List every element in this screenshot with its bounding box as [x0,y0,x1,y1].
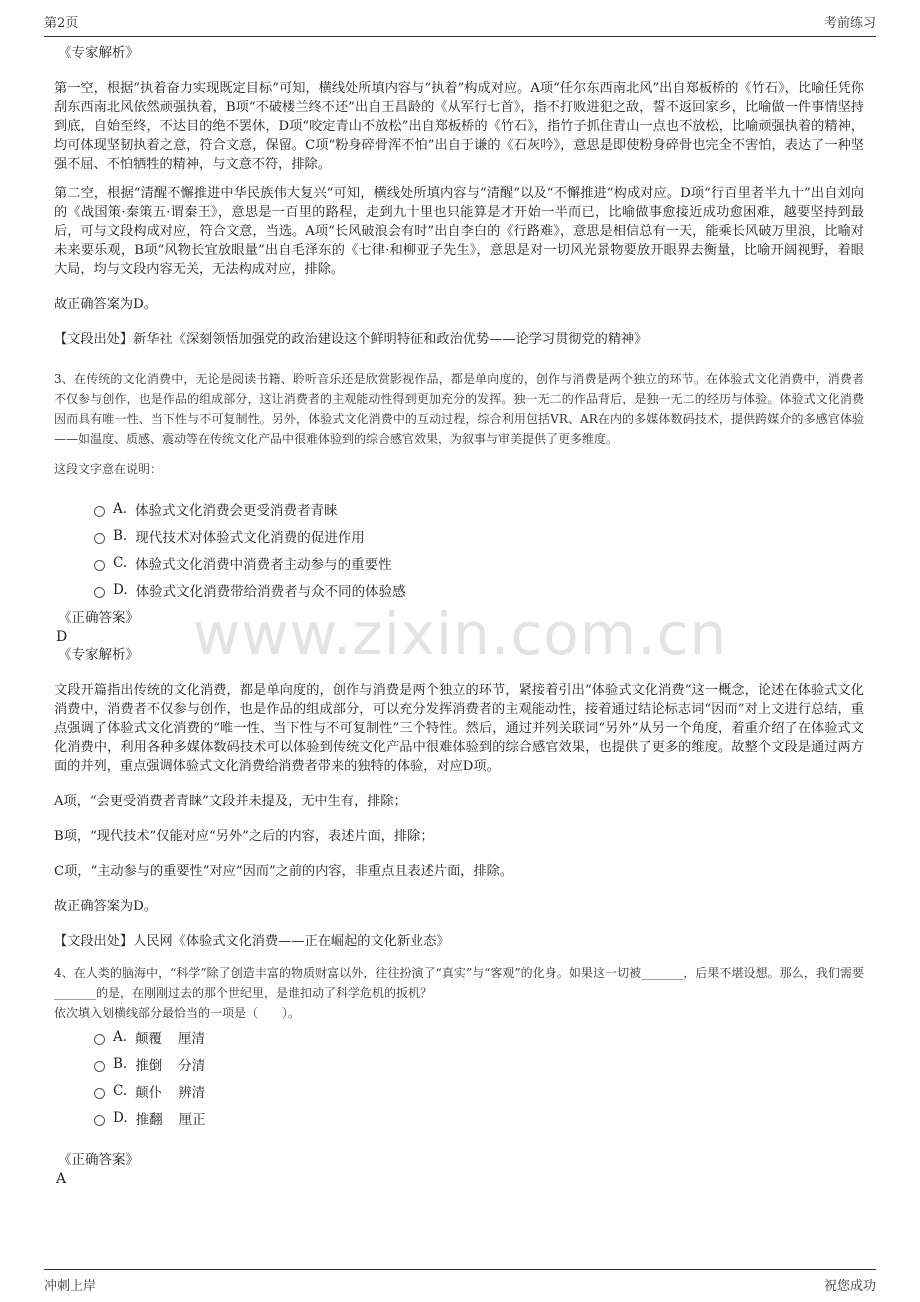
page-content [54,44,864,1188]
option-text: 体验式文化消费中消费者主动参与的重要性 [135,556,392,573]
question-4-prompt: 依次填入划横线部分最恰当的一项是（ ）。 [54,1006,301,1020]
option-d[interactable]: D. 推翻 厘正 [94,1104,864,1131]
option-b[interactable]: B. 推倒 分清 [94,1050,864,1077]
option-b[interactable]: B. 现代技术对体验式文化消费的促进作用 [94,522,864,549]
radio-icon[interactable] [94,1088,105,1099]
option-word-1: 颠仆 [135,1084,163,1101]
elimination-a: A项，“会更受消费者青睐”文段并未提及，无中生有，排除； [54,794,407,809]
analysis-conclusion: 故正确答案为D。 [54,297,157,312]
radio-icon[interactable] [94,560,105,571]
question-4-options [94,1023,864,1131]
radio-icon[interactable] [94,1115,105,1126]
passage-source: 【文段出处】新华社《深刻领悟加强党的政治建设这个鲜明特征和政治优势——论学习贯彻党的精神》 [54,332,648,347]
radio-icon[interactable] [94,587,105,598]
correct-answer: A [56,1171,67,1187]
option-a[interactable]: A. 颠覆 厘清 [94,1023,864,1050]
watermark: www.zixin.com.cn [192,600,728,668]
question-3-options [94,495,864,603]
correct-answer-label: 《正确答案》 [58,1152,139,1168]
question-4-stem: 4、在人类的脑海中，“科学”除了创造丰富的物质财富以外，往往扮演了“真实”与“客观”的化身。如果这一切被_______，后果不堪设想。那么，我们需要_______的是，在刚刚过去的那个世纪里，是谁扣动了科学危机的扳机？ [54,966,864,1000]
passage-source: 【文段出处】人民网《体验式文化消费——正在崛起的文化新业态》 [54,934,450,949]
option-c[interactable]: C. 体验式文化消费中消费者主动参与的重要性 [94,549,864,576]
page-number: 第2页 [44,16,79,31]
option-word-2: 辨清 [178,1084,206,1101]
radio-icon[interactable] [94,1061,105,1072]
option-text: 现代技术对体验式文化消费的促进作用 [135,529,365,546]
header-title: 考前练习 [823,16,876,31]
expert-analysis-label: 《专家解析》 [58,647,139,663]
option-c[interactable]: C. 颠仆 辨清 [94,1077,864,1104]
option-text: 体验式文化消费会更受消费者青睐 [135,502,338,519]
option-word-1: 推倒 [135,1057,163,1074]
analysis-paragraph: 文段开篇指出传统的文化消费，都是单向度的，创作与消费是两个独立的环节，紧接着引出“体验式文化消费”这一概念，论述在体验式文化消费中，消费者不仅参与创作，也是作品的组成部分，可以充分发挥消费者的主观能动性，接着通过结论标志词“因而”对上文进行总结，重点强调了体验式文化消费的“唯一性、当下性与不可复制性”三个特性。然后，通过并列关联词“另外”从另一个角度，着重介绍了在体验式文化消费中，利用各种多媒体数码技术可以体验到传统文化产品中很难体验到的综合感官效果，也提供了更多的维度。故整个文段是通过两方面的并列，重点强调体验式文化消费给消费者带来的独特的体验，对应D项。 [54,683,864,774]
analysis-paragraph-1: 第一空，根据“执着奋力实现既定目标”可知，横线处所填内容与“执着”构成对应。A项“任尔东西南北风”出自郑板桥的《竹石》，比喻任凭你刮东西南北风依然顽强执着，B项“不破楼兰终不还”出自王昌龄的《从军行七首》，指不打败进犯之敌，誓不返回家乡，比喻做一件事情坚持到底，自始至终，不达目的绝不罢休，D项“咬定青山不放松”出自郑板桥的《竹石》，指竹子抓住青山一点也不放松，比喻顽强执着的精神，均可体现坚韧执着之意，符合文意，保留。C项“粉身碎骨浑不怕”出自于谦的《石灰吟》，意思是即使粉身碎骨也完全不害怕，表达了一种坚强不屈、不怕牺牲的精神，与文意不符，排除。 [54,81,864,172]
option-word-2: 分清 [178,1057,206,1074]
radio-icon[interactable] [94,533,105,544]
option-word-2: 厘清 [178,1030,206,1047]
question-3-stem: 3、在传统的文化消费中，无论是阅读书籍、聆听音乐还是欣赏影视作品，都是单向度的，创作与消费是两个独立的环节。在体验式文化消费中，消费者不仅参与创作，也是作品的组成部分，这让消费者的主观能动性得到更加充分的发挥。独一无二的作品背后，是独一无二的经历与体验。体验式文化消费因而具有唯一性、当下性与不可复制性。另外，体验式文化消费中的互动过程，综合利用包括VR、AR在内的多媒体数码技术，提供跨媒介的多感官体验——如温度、质感、震动等在传统文化产品中很难体验到的综合感官效果，为叙事与审美提供了更多维度。 [54,372,864,446]
analysis-paragraph-2: 第二空，根据“清醒不懈推进中华民族伟大复兴”可知，横线处所填内容与“清醒”以及“不懈推进”构成对应。D项“行百里者半九十”出自刘向的《战国策·秦策五·谓秦王》，意思是一百里的路程，走到九十里也只能算是才开始一半而已，比喻做事愈接近成功愈困难，越要坚持到最后，可与文段构成对应，符合文意，当选。A项“长风破浪会有时”出自李白的《行路难》，意思是相信总有一天，能乘长风破万里浪，比喻对未来要乐观，B项“风物长宜放眼量”出自毛泽东的《七律·和柳亚子先生》，意思是对一切风光景物要放开眼界去衡量，比喻开阔视野，着眼大局，均与文段内容无关，无法构成对应，排除。 [54,186,864,277]
option-word-2: 厘正 [178,1111,206,1128]
option-a[interactable]: A. 体验式文化消费会更受消费者青睐 [94,495,864,522]
option-word-1: 推翻 [135,1111,163,1128]
option-word-1: 颠覆 [135,1030,163,1047]
page-header [44,12,876,37]
question-3-prompt: 这段文字意在说明： [54,462,163,476]
option-text: 体验式文化消费带给消费者与众不同的体验感 [135,583,406,600]
footer-right: 祝您成功 [823,1279,876,1294]
expert-analysis-label: 《专家解析》 [58,45,139,61]
radio-icon[interactable] [94,506,105,517]
elimination-c: C项，“主动参与的重要性”对应“因而”之前的内容，非重点且表述片面，排除。 [54,864,514,879]
correct-answer: D [56,629,68,645]
radio-icon[interactable] [94,1034,105,1045]
correct-answer-label: 《正确答案》 [58,610,139,626]
footer-left: 冲刺上岸 [44,1279,97,1294]
elimination-b: B项，“现代技术”仅能对应“另外”之后的内容，表述片面，排除； [54,829,434,844]
option-d[interactable]: D. 体验式文化消费带给消费者与众不同的体验感 [94,576,864,603]
page-footer [44,1269,876,1294]
analysis-conclusion: 故正确答案为D。 [54,899,157,914]
